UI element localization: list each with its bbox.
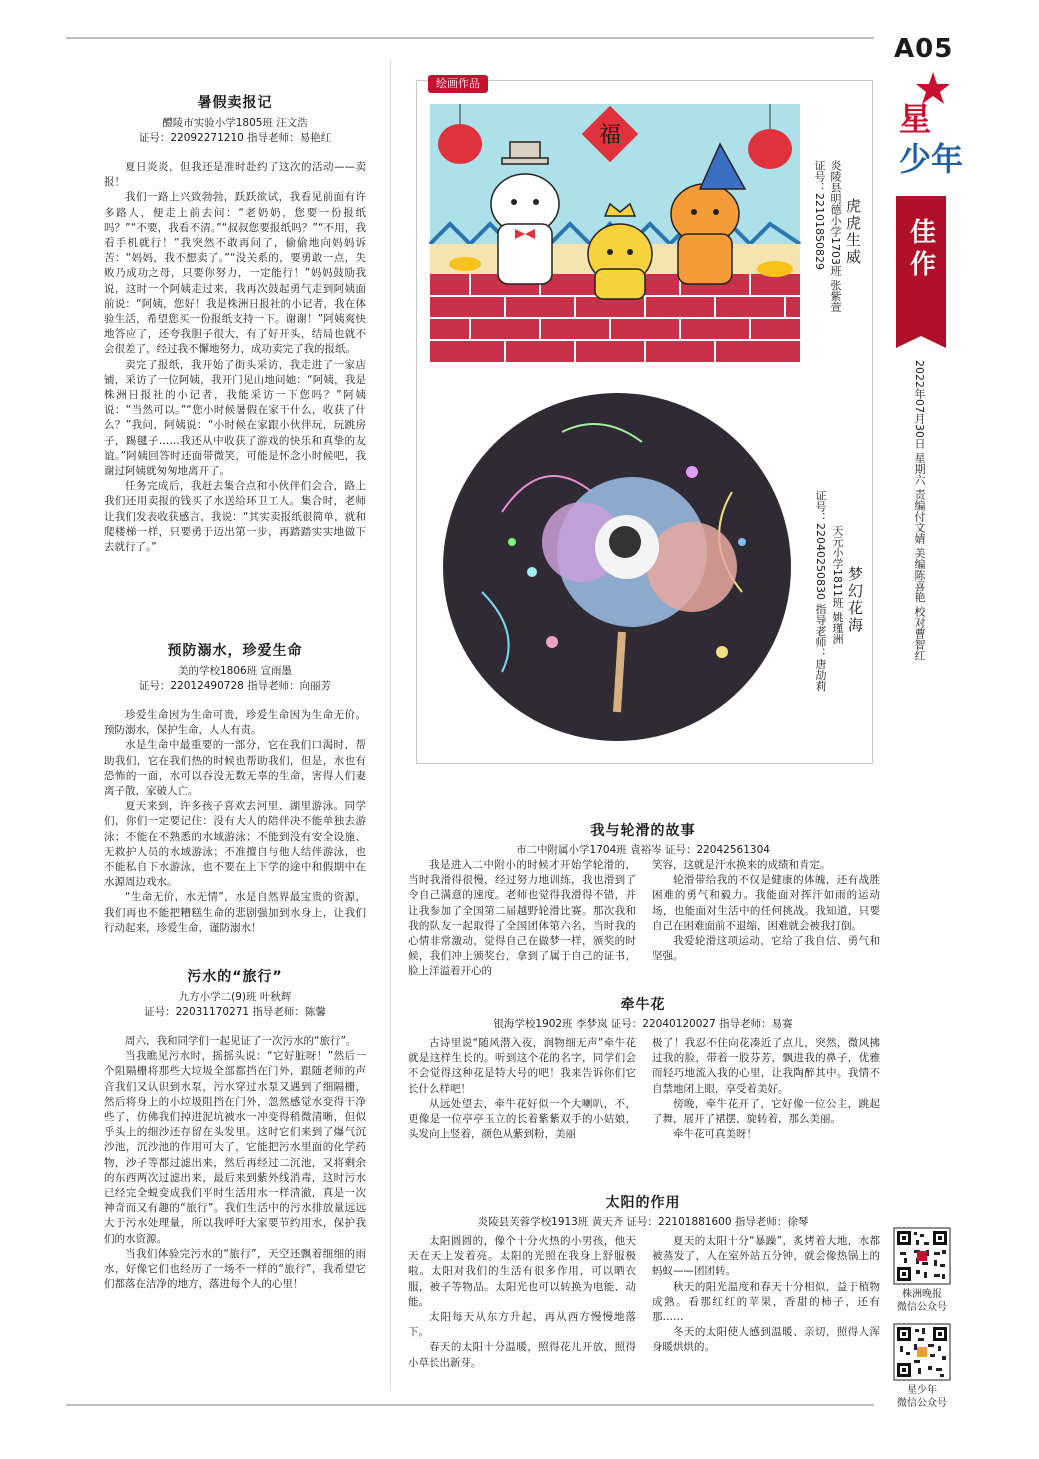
qr-zhuzhou[interactable] [894,1228,950,1284]
paragraph: 夏天来到，许多孩子喜欢去河里、湖里游泳。同学们，你们一定要记住：没有大人的陪伴决不能单独去游泳；不能在不熟悉的水域游泳；不能到没有安全设施、无救护人员的水域游泳；不准擅自与他人结伴游泳，也不能私自下水游泳，也不要在上下学的途中和假期中在水源周边戏水。 [104,800,366,889]
painting-2-school: 天元小学1811班 姚瑾洲 [831,525,844,645]
article-1 [104,92,366,555]
section-tab-notch [896,336,946,348]
article-4-col-right [652,858,880,964]
article-title: 我与轮滑的故事 [590,823,696,839]
article-cert: 证号：22012490728 指导老师：向丽芳 [138,680,332,692]
painting-2-cert: 证号：22040250830 指导老师：唐劼莉 [814,490,827,692]
flower-painting [442,392,792,742]
article-5-col-left [408,1036,636,1142]
article-6-col-left [408,1234,636,1371]
page-number: A05 [894,34,954,64]
bottom-rule [66,1404,874,1406]
painting-2-title: 梦幻花海 [846,566,864,634]
article-6-header [408,1192,878,1230]
paragraph: 夏天的太阳十分“暴躁”，炙烤着大地，水都被蒸发了，人在室外站五分钟，就会像热锅上的蚂蚁——团团转。 [652,1235,880,1278]
article-cert: 证号：22031170271 指导老师：陈馨 [144,1006,326,1018]
paragraph: 古诗里说“随风潜入夜，润物细无声”牵牛花就是这样生长的。听到这个花的名字，同学们会不会觉得这种花是特大号的吧！我来告诉你们它长什么样吧！ [408,1037,636,1095]
paragraph: 傍晚，牵牛花开了，它好像一位公主，跳起了舞，展开了裙摆，旋转着，那么美丽。 [652,1097,880,1126]
paragraph: 笑容，这就是汗水换来的成绩和肯定。 [652,859,831,871]
painting-1-title: 虎虎生威 [844,198,862,266]
qr-xingshaonian-label: 星少年 微信公众号 [897,1385,947,1409]
paragraph: 我爱轮滑这项运动，它给了我自信、勇气和坚强。 [652,935,880,963]
article-byline: 银海学校1902班 李梦岚 证号：22040120027 指导老师：易赛 [493,1018,793,1030]
article-title: 污水的“旅行” [187,969,283,985]
date-line: 2022年07月30日 星期六 责编付文婧 美编陈喜艳 校对曹智红 [913,360,926,661]
paragraph: 太阳每天从东方升起，再从西方慢慢地落下。 [408,1311,636,1339]
section-tab: 佳作 [896,196,946,336]
paragraph: “生命无价，水无情”，水是自然界最宝贵的资源，我们再也不能把糟糕生命的悲剧强加到水身上，让我们行动起来，珍爱生命，谨防溺水！ [104,891,366,934]
paragraph: 夏日炎炎，但我还是准时赴约了这次的活动——卖报！ [104,161,366,189]
paragraph: 当我瞧见污水时，摇摇头说：“它好脏呀！”然后一个阻隔栅将那些大垃圾全部都挡在门外，跟随老师的声音我们又认识到水泵，污水穿过水泵又遇到了细隔栅，然后将身上的小垃圾阻挡在门外，忽然感觉水变得干净些了，仿佛我们掉进泥坑被水一冲变得稍微清晰，但似乎头上的细沙还存留在头发里。这时它们来到了爆气沉沙池，沉沙池的作用可大了，它能把污水里面的化学药物，沙子等都过滤出来，然后再经过二沉池，又将剩余的东西两次过滤出来，最后来到紫外线消毒，这时污水已经完全蜕变成我们平时生活用水一样清澈，真是一次神奇而又有趣的“旅行”。我们生活中的污水排放量远远大于污水处理量，所以我呼吁大家要节约用水，保护我们的水资源。 [104,1050,366,1245]
qr-xingshaonian[interactable] [894,1324,950,1380]
top-rule [66,37,874,39]
paragraph: 周六，我和同学们一起见证了一次污水的“旅行”。 [125,1035,357,1047]
article-title: 预防溺水，珍爱生命 [167,643,303,659]
article-2 [104,640,366,936]
article-4-header [408,820,878,858]
fu-sign: 福 [598,123,622,148]
article-5-header [408,994,878,1032]
paragraph: 当我们体验完污水的“旅行”，天空还飘着细细的雨水，好像它们也经历了一场不一样的“旅行”，我希望它们都落在洁净的地方，落进每个人的心里！ [104,1247,366,1291]
tiger-painting [430,104,800,362]
paragraph: 极了！我忍不住向花凑近了点儿，突然，微风拂过我的脸，带着一股芬芳，飘进我的鼻子，优雅而轻巧地流入我的心里，让我陶醉其中。我情不自禁地闭上眼，享受着美好。 [652,1037,880,1095]
paragraph: 春天的太阳十分温暖，照得花儿开放，照得小草长出新芽。 [408,1341,636,1369]
article-3 [104,966,366,1292]
article-6-col-right [652,1234,880,1356]
article-school: 九方小学二(9)班 叶秋辉 [178,991,292,1003]
article-school: 醴陵市实验小学1805班 汪文浩 [162,117,308,129]
article-title: 太阳的作用 [605,1195,681,1211]
painting-1-cert: 证号：22101850829 [813,160,826,270]
painting-1-school: 炎陵县明德小学1703班 张紫萱 [829,160,842,313]
article-school: 美的学校1806班 宣雨墨 [177,665,293,677]
paragraph: 卖完了报纸，我开始了街头采访，我走进了一家店铺，采访了一位阿姨，我开门见山地问她：“阿姨，我是株洲日报社的小记者，我能采访一下您吗？”阿姨说：“当然可以。”“您小时候暑假在家干什么，收获了什么？”我问，阿姨说：“小时候在家跟小伙伴玩，玩跳房子，踢毽子……我还从中收获了游戏的快乐和真挚的友谊。”阿姨回答时还面带微笑，可能是怀念小时候吧，我谢过阿姨就匆匆地离开了。 [104,358,366,478]
paragraph: 牵牛花可真美呀！ [673,1128,757,1141]
article-4-col-left [408,858,636,980]
paintings-label: 绘画作品 [428,75,488,93]
paragraph: 冬天的太阳使人感到温暖、亲切，照得人浑身暖烘烘的。 [652,1326,880,1354]
paragraph: 任务完成后，我赶去集合点和小伙伴们会合，路上我们还用卖报的钱买了水送给环卫工人。集合时，老师让我们发表收获感言，我说：“其实卖报纸很简单，就和爬楼梯一样，只要勇于迈出第一步，再踏踏实实地做下去就行了。” [104,480,366,554]
article-byline: 市二中附属小学1704班 袁裕岑 证号：22042561304 [516,844,770,856]
paragraph: 珍爱生命因为生命可贵，珍爱生命因为生命无价。预防溺水，保护生命，人人有责。 [104,709,366,737]
paragraph: 太阳圆圆的，像个十分火热的小男孩，他天天在天上发着亮。太阳的光照在我身上舒服极啦。太阳对我们的生活有很多作用，可以晒衣服，被子等物品。太阳光也可以转换为电能、动能。 [408,1235,636,1308]
logo [893,70,964,185]
paragraph: 我是进入二中附小的时候才开始学轮滑的，当时我滑得很慢，经过努力地训练，我也滑到了令自己满意的速度。老师也觉得我滑得不错，并让我参加了全国第二届越野轮滑比赛。那次我和我的队友一起取得了全国团体第六名，当时我的心情非常激动，觉得自己在做梦一样，颁奖的时候，我们冲上颁奖台，拿到了属于自己的证书，脸上洋溢着开心的 [408,859,636,978]
paragraph: 轮滑带给我的不仅是健康的体魄，还有战胜困难的勇气和毅力。我能面对挥汗如雨的运动场，也能面对生活中的任何挑战。我知道，只要自己在困难面前不退缩，困难就会被我打倒。 [652,874,880,932]
article-title: 暑假卖报记 [197,95,273,111]
column-divider [390,60,391,1390]
article-5-col-right [652,1036,880,1142]
paragraph: 水是生命中最重要的一部分，它在我们口渴时，帮助我们，它在我们热的时候也帮助我们，但是，水也有恐怖的一面，水可以吞没无数无辜的生命，害得人们妻离子散，家破人亡。 [104,739,366,798]
paragraph: 秋天的阳光温度和春天十分相似，益于植物成熟。看那红红的苹果，香甜的柿子，还有那…… [652,1280,880,1324]
paragraph: 从远处望去，牵牛花好似一个大喇叭，不，更像是一位亭亭玉立的长着紫紫双手的小姑娘，头发向上竖着，颜色从紫到粉，美丽 [408,1097,636,1141]
article-cert: 证号：22092271210 指导老师：易艳红 [138,132,332,144]
paragraph: 我们一路上兴致勃勃，跃跃欲试，我看见前面有许多路人，便走上前去问：“老奶奶，您要一份报纸吗？”“不要，我看不清。”“叔叔您要报纸吗？”“不用，我看手机就行！”我突然不敢再问了，偷偷地向妈妈诉苦：“妈妈，我不想卖了。”“没关系的，要勇敢一点，失败乃成功之母，只要你努力，一定能行！”妈妈鼓励我说，这时一个阿姨走过来，我再次鼓起勇气走到阿姨面前说：“阿姨，您好！我是株洲日报社的小记者，我在体验生活，希望您买一份报纸支持一下。谢谢！”阿姨爽快地答应了，还夸我胆子很大，有了好开头，结局也就不会很差了，经过我不懈地努力，成功卖完了我的报纸。 [104,191,366,356]
qr-zhuzhou-label: 株洲晚报 微信公众号 [897,1289,947,1313]
article-byline: 炎陵县芙蓉学校1913班 黄天齐 证号：22101881600 指导老师：徐琴 [477,1216,809,1228]
svg-text:星: 星 [899,100,932,138]
article-title: 牵牛花 [620,997,666,1013]
svg-text:少年: 少年 [899,140,964,178]
